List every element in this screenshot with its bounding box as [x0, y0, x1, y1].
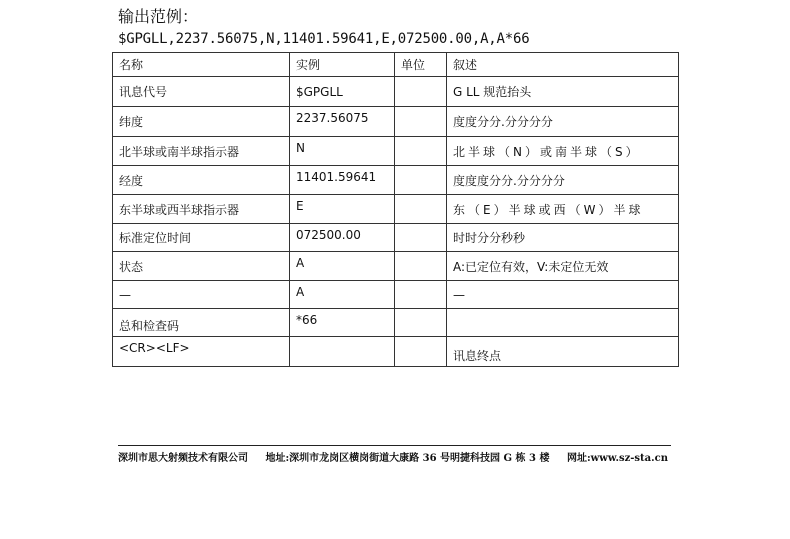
table-row [113, 309, 679, 337]
field-name: 纬度 [113, 107, 290, 137]
field-description: 讯息终点 [447, 337, 679, 367]
header-example: 实例 [290, 53, 395, 77]
field-description [447, 309, 679, 337]
header-name: 名称 [113, 53, 290, 77]
field-example: A [290, 281, 395, 309]
footer-address: 地址:深圳市龙岗区横岗街道大康路 36 号明捷科技园 G 栋 3 楼 [265, 453, 550, 464]
section-heading: 输出范例： [118, 7, 199, 26]
table-row [113, 166, 679, 195]
field-description: 度度度分分.分分分分 [447, 166, 679, 195]
table-row [113, 195, 679, 224]
field-name: 东半球或西半球指示器 [113, 195, 290, 224]
field-unit [395, 337, 447, 367]
field-description: 东（E）半球或西（W）半球 [447, 195, 679, 224]
header-description: 叙述 [447, 53, 679, 77]
table-row [113, 224, 679, 252]
field-name: 北半球或南半球指示器 [113, 137, 290, 166]
field-example: E [290, 195, 395, 224]
field-name: <CR><LF> [113, 337, 290, 367]
field-unit [395, 107, 447, 137]
field-unit [395, 137, 447, 166]
field-description: — [447, 281, 679, 309]
field-name: 状态 [113, 252, 290, 281]
gpgll-field-table [112, 52, 679, 367]
field-unit [395, 166, 447, 195]
field-example: 2237.56075 [290, 107, 395, 137]
field-unit [395, 195, 447, 224]
field-unit [395, 281, 447, 309]
field-description: 时时分分秒秒 [447, 224, 679, 252]
field-example: A [290, 252, 395, 281]
table-row [113, 77, 679, 107]
field-example: $GPGLL [290, 77, 395, 107]
field-example: 11401.59641 [290, 166, 395, 195]
field-name: 经度 [113, 166, 290, 195]
field-unit [395, 77, 447, 107]
field-example: *66 [290, 309, 395, 337]
field-example: N [290, 137, 395, 166]
field-description: 北半球（N）或南半球（S） [447, 137, 679, 166]
nmea-sentence: $GPGLL,2237.56075,N,11401.59641,E,072500.00,A,A*66 [118, 31, 530, 47]
field-example [290, 337, 395, 367]
field-description: 度度分分.分分分分 [447, 107, 679, 137]
field-unit [395, 309, 447, 337]
table-header-row [113, 53, 679, 77]
header-unit: 单位 [395, 53, 447, 77]
footer-company: 深圳市思大射频技术有限公司 [118, 453, 248, 464]
field-unit [395, 252, 447, 281]
table-row [113, 281, 679, 309]
table-row [113, 337, 679, 367]
page-footer [118, 449, 678, 464]
field-name: 标准定位时间 [113, 224, 290, 252]
field-name: 总和检查码 [113, 309, 290, 337]
field-example: 072500.00 [290, 224, 395, 252]
field-description: A:已定位有效，V:未定位无效 [447, 252, 679, 281]
footer-website: 网址:www.sz-sta.cn [566, 453, 668, 464]
field-description: G LL 规范抬头 [447, 77, 679, 107]
footer-divider [118, 445, 671, 446]
field-unit [395, 224, 447, 252]
field-name: — [113, 281, 290, 309]
table-row [113, 107, 679, 137]
table-row [113, 252, 679, 281]
table-row [113, 137, 679, 166]
field-name: 讯息代号 [113, 77, 290, 107]
